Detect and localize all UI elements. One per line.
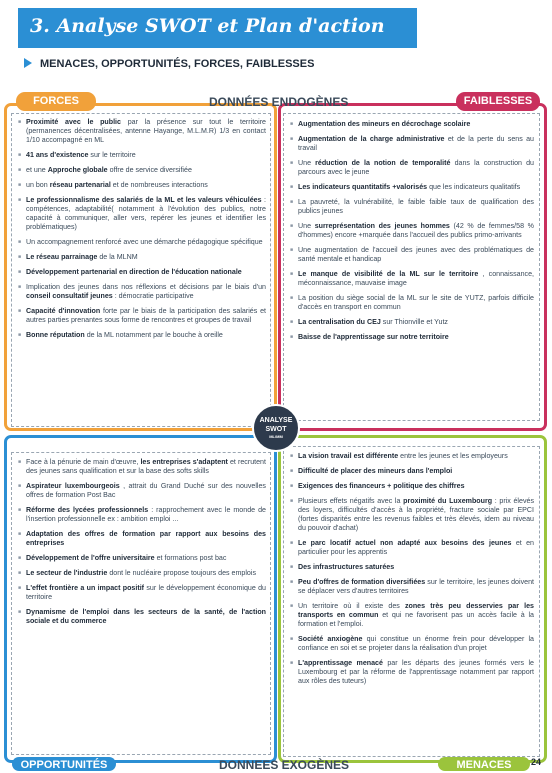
item-text: problématiques de santé mentale et handicap bbox=[298, 246, 534, 263]
forces-item bbox=[18, 268, 266, 277]
item-emphasis: La centralisation du CEJ bbox=[298, 318, 381, 326]
item-emphasis: Réforme des lycées professionnels bbox=[26, 506, 149, 514]
forces-item bbox=[18, 166, 266, 175]
forces-item bbox=[18, 181, 266, 190]
endogenous-caption: DONNÉES ENDOGÈNES bbox=[209, 95, 349, 109]
triangle-bullet-icon bbox=[24, 58, 32, 68]
item-text: Un accompagnement renforcé avec une bbox=[26, 238, 153, 246]
item-emphasis: Le réseau parrainage bbox=[26, 253, 98, 261]
item-emphasis: Les indicateurs quantitatifs +valorisés bbox=[298, 183, 428, 191]
item-text: dont le nucléaire propose toujours des emplois bbox=[109, 569, 257, 577]
item-text: sur le territoire bbox=[90, 151, 136, 159]
item-text: qui constitue un énorme frein pour développer la confiance en soi et se projeter dans la réalisation d'un projet bbox=[298, 635, 534, 652]
menaces-item bbox=[290, 497, 534, 533]
item-text: La pauvreté, la vulnérabilité, le bbox=[298, 198, 404, 206]
swot-line3: ML/MM bbox=[269, 434, 283, 439]
item-emphasis: Peu d'offres de formation diversifiées bbox=[298, 578, 426, 586]
item-text: entre les jeunes et les employeurs bbox=[400, 452, 508, 460]
item-text: forte par le biais de la participation des salariés et autres parties prenantes sous forme de rencontres et groupes de travail bbox=[26, 307, 266, 324]
opportunites-item bbox=[18, 530, 266, 548]
menaces-item bbox=[290, 467, 534, 476]
item-text: offre de service diversifiée bbox=[109, 166, 192, 174]
menaces-label: MENACES bbox=[438, 757, 530, 771]
item-emphasis: Augmentation de la charge administrative bbox=[298, 135, 445, 143]
item-text: , connaissance, méconnaissance, mauvaise image bbox=[298, 270, 534, 287]
item-text: sur le territoire, les jeunes doivent se déplacer vers d'autres territoires bbox=[298, 578, 534, 595]
faiblesses-item bbox=[290, 270, 534, 288]
menaces-item bbox=[290, 578, 534, 596]
faiblesses-item bbox=[290, 135, 534, 153]
item-text: : rapprochement avec le monde de l'insertion professionnelle ex : ambition emploi ... bbox=[26, 506, 266, 523]
faiblesses-label: FAIBLESSES bbox=[456, 92, 540, 111]
item-text: démarche pédagogique spécifique bbox=[154, 238, 263, 246]
swot-line2: SWOT bbox=[265, 426, 287, 433]
faiblesses-item bbox=[290, 159, 534, 177]
opportunites-item bbox=[18, 608, 266, 626]
item-emphasis: conseil consultatif jeunes bbox=[26, 292, 113, 300]
item-emphasis: Bonne réputation bbox=[26, 331, 85, 339]
item-text: et formations post bac bbox=[156, 554, 227, 562]
item-emphasis: Baisse de l'apprentissage sur notre territoire bbox=[298, 333, 449, 341]
item-emphasis: Société anxiogène bbox=[298, 635, 363, 643]
item-emphasis: L'effet frontière a un impact positif bbox=[26, 584, 145, 592]
opportunites-item bbox=[18, 458, 266, 476]
item-text: par les départs des jeunes formés vers le Luxembourg et par la réforme de l'apprentissage notamment par rapport aux rôles des tuteurs) bbox=[298, 659, 534, 685]
item-emphasis: Des infrastructures saturées bbox=[298, 563, 395, 571]
faiblesses-item bbox=[290, 246, 534, 264]
forces-item bbox=[18, 238, 266, 247]
item-text: et une bbox=[26, 166, 46, 174]
forces-item bbox=[18, 283, 266, 301]
opportunites-list bbox=[18, 458, 266, 632]
item-text: Un territoire où il existe des bbox=[298, 602, 400, 610]
forces-list bbox=[18, 118, 266, 346]
item-emphasis: Le manque de visibilité de la ML sur le territoire bbox=[298, 270, 479, 278]
faiblesses-item bbox=[290, 294, 534, 312]
item-text: de la MLNM bbox=[99, 253, 138, 261]
item-emphasis: les entreprises s'adaptent bbox=[140, 458, 228, 466]
item-text: (42 % de femmes/58 % d'hommes) encore +marquée dans l'accueil des publics primo-arrivants bbox=[298, 222, 534, 239]
item-text: : prix élevés des loyers, difficultés d'accès à la propriété, fracture sociale par EPCI (fortes disparités entre les revenus faibles et très élevés, idem au niveau du pouvoir d'achat) bbox=[298, 497, 534, 532]
item-text: Une bbox=[298, 159, 312, 167]
opportunites-item bbox=[18, 506, 266, 524]
forces-item bbox=[18, 331, 266, 340]
item-text: un bon bbox=[26, 181, 48, 189]
item-text: : démocratie participative bbox=[114, 292, 194, 300]
item-emphasis: Exigences des financeurs + politique des chiffres bbox=[298, 482, 465, 490]
section-subtitle bbox=[24, 58, 314, 70]
item-emphasis: surreprésentation des jeunes hommes bbox=[314, 222, 450, 230]
opportunites-item bbox=[18, 584, 266, 602]
item-text: La position du siège social de la ML sur le site de YUTZ, parfois bbox=[298, 294, 510, 302]
item-text: Une augmentation de l'accueil des jeunes avec des bbox=[298, 246, 471, 254]
item-emphasis: réseau partenarial bbox=[49, 181, 111, 189]
page-title: 3. Analyse SWOT et Plan d'action bbox=[30, 15, 385, 37]
faiblesses-list bbox=[290, 120, 534, 348]
forces-item bbox=[18, 253, 266, 262]
forces-item bbox=[18, 151, 266, 160]
item-text: et de la perte du sens au travail bbox=[298, 135, 535, 152]
faiblesses-item bbox=[290, 333, 534, 342]
menaces-item bbox=[290, 659, 534, 686]
item-emphasis: Développement de l'offre universitaire bbox=[26, 554, 155, 562]
title-banner bbox=[18, 8, 417, 48]
subtitle-text: MENACES, OPPORTUNITÉS, FORCES, FAIBLESSES bbox=[40, 58, 315, 70]
opportunites-label: OPPORTUNITÉS bbox=[12, 757, 116, 771]
item-emphasis: Le parc locatif actuel non adapté aux besoins des jeunes bbox=[298, 539, 512, 547]
item-text: Implication des jeunes dans nos réflexions et décisions par le biais d'un bbox=[26, 283, 266, 291]
forces-item bbox=[18, 118, 266, 145]
menaces-item bbox=[290, 602, 534, 629]
item-emphasis: Proximité avec le public bbox=[26, 118, 121, 126]
menaces-item bbox=[290, 539, 534, 557]
swot-center-badge bbox=[252, 404, 300, 452]
item-emphasis: Le secteur de l'industrie bbox=[26, 569, 108, 577]
item-emphasis: La vision travail est différente bbox=[298, 452, 399, 460]
item-text: sur le développement économique du territoire bbox=[26, 584, 266, 601]
item-emphasis: 41 ans d'existence bbox=[26, 151, 89, 159]
opportunites-item bbox=[18, 554, 266, 563]
item-emphasis: Approche globale bbox=[47, 166, 108, 174]
faiblesses-item bbox=[290, 318, 534, 327]
item-text: , attrait du Grand Duché sur des nouvelles offres de formation Post Bac bbox=[26, 482, 266, 499]
menaces-list bbox=[290, 452, 534, 692]
item-text: et en particulier pour les apprentis bbox=[298, 539, 534, 556]
faiblesses-item bbox=[290, 120, 534, 129]
item-emphasis: Adaptation des offres de formation par rapport aux besoins des entreprises bbox=[26, 530, 266, 547]
forces-item bbox=[18, 196, 266, 232]
item-text: sur Thionville et Yutz bbox=[382, 318, 448, 326]
item-text: par la présence sur tout le territoire (permanences décentralisées, antenne Hayange, M.L.M.R) 1/3 en contact 1/10 accompagné en ML bbox=[26, 118, 266, 144]
item-emphasis: proximité du Luxembourg bbox=[403, 497, 493, 505]
item-text: et qui ne favorisent pas un accès facile à la formation et l'emploi. bbox=[298, 611, 534, 628]
item-text: : compétences, adaptabilité( notamment à l'évolution des publics, notre capacité à communiquer, aller vers, repérer les jeunes et identifier les problématiques) bbox=[26, 196, 266, 231]
swot-line1: ANALYSE bbox=[259, 417, 293, 424]
item-text: Plusieurs effets négatifs avec la bbox=[298, 497, 401, 505]
item-text: de la ML notamment par le bouche à oreille bbox=[86, 331, 223, 339]
item-emphasis: Dynamisme de l'emploi dans les secteurs de la santé, de l'action sociale et du commerce bbox=[26, 608, 266, 625]
item-text: dans la construction du parcours avec le jeune bbox=[298, 159, 534, 176]
faiblesses-item bbox=[290, 222, 534, 240]
item-text: Une bbox=[298, 222, 312, 230]
faiblesses-item bbox=[290, 183, 534, 192]
faiblesses-item bbox=[290, 198, 534, 216]
item-text: difficile d'accès en transport en commun bbox=[298, 294, 534, 311]
opportunites-item bbox=[18, 569, 266, 578]
item-text: que les indicateurs qualitatifs bbox=[429, 183, 521, 191]
item-emphasis: zones très peu desservies par les transports en commun bbox=[298, 602, 534, 619]
item-emphasis: réduction de la notion de temporalité bbox=[315, 159, 451, 167]
item-emphasis: Capacité d'innovation bbox=[26, 307, 101, 315]
item-emphasis: Difficulté de placer des mineurs dans l'emploi bbox=[298, 467, 453, 475]
item-emphasis: Le professionnalisme des salariés de la ML et les valeurs véhiculées bbox=[26, 196, 262, 204]
item-emphasis: Augmentation des mineurs en décrochage scolaire bbox=[298, 120, 471, 128]
item-emphasis: L'apprentissage menacé bbox=[298, 659, 383, 667]
item-text: Face à la pénurie de main d'œuvre, bbox=[26, 458, 139, 466]
opportunites-item bbox=[18, 482, 266, 500]
page-number: 24 bbox=[531, 757, 542, 767]
menaces-item bbox=[290, 482, 534, 491]
item-text: et recrutent des jeunes sans qualification et sur la base des softs skills bbox=[26, 458, 266, 475]
menaces-item bbox=[290, 635, 534, 653]
menaces-item bbox=[290, 563, 534, 572]
item-emphasis: Développement partenarial en direction de l'éducation nationale bbox=[26, 268, 242, 276]
item-emphasis: Aspirateur luxembourgeois bbox=[26, 482, 120, 490]
exogenous-caption: DONNEES EXOGÈNES bbox=[219, 758, 350, 772]
forces-item bbox=[18, 307, 266, 325]
forces-label: FORCES bbox=[16, 92, 96, 111]
item-text: faible faible taux de qualification des publics jeunes bbox=[298, 198, 534, 215]
item-text: et de nombreuses interactions bbox=[112, 181, 208, 189]
menaces-item bbox=[290, 452, 534, 461]
